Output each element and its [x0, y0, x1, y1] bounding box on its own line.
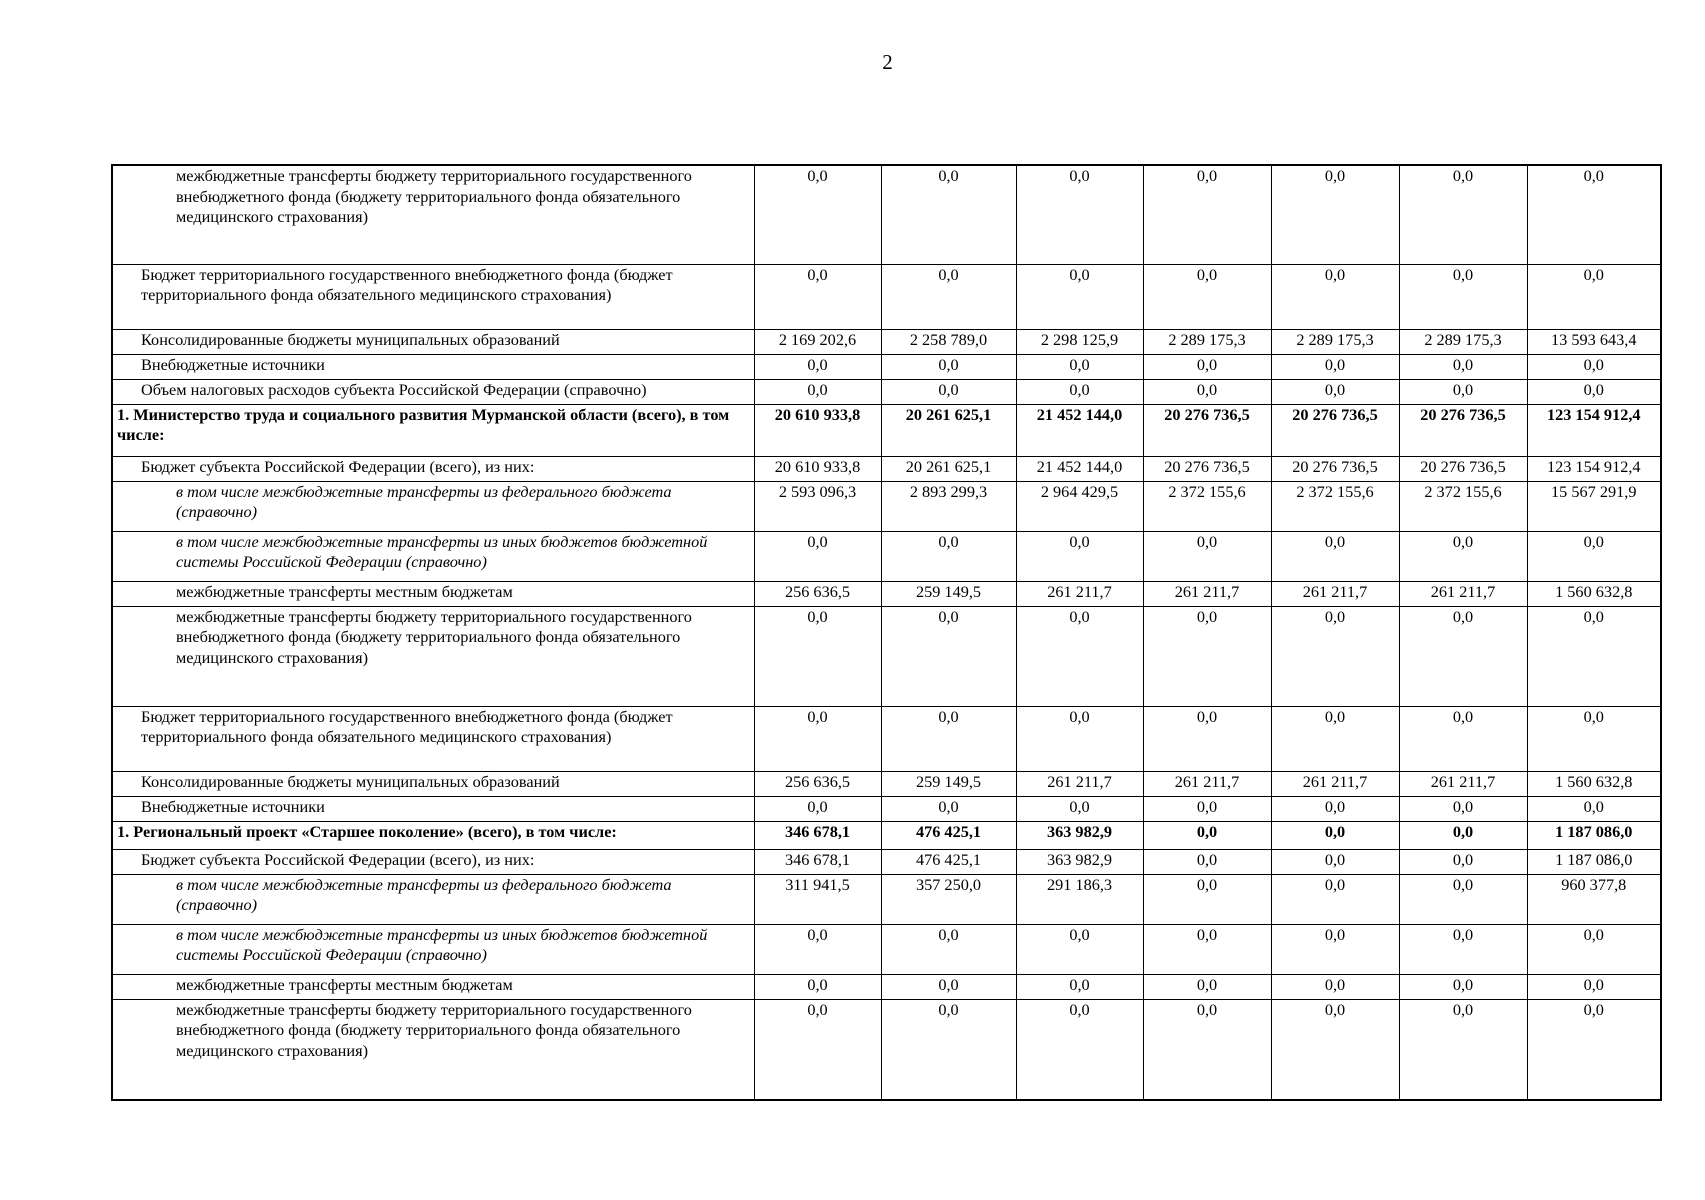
value-cell: 0,0	[1271, 796, 1399, 821]
value-cell: 0,0	[1271, 974, 1399, 999]
value-cell: 346 678,1	[754, 821, 881, 849]
value-cell: 0,0	[881, 606, 1016, 706]
value-cell: 357 250,0	[881, 874, 1016, 924]
value-cell: 0,0	[1143, 974, 1271, 999]
value-cell: 256 636,5	[754, 581, 881, 606]
value-cell: 0,0	[1399, 531, 1527, 581]
value-cell: 0,0	[754, 706, 881, 771]
value-cell: 2 893 299,3	[881, 481, 1016, 531]
value-cell: 0,0	[754, 379, 881, 404]
value-cell: 0,0	[1527, 706, 1661, 771]
value-cell: 2 289 175,3	[1399, 329, 1527, 354]
value-cell: 20 610 933,8	[754, 456, 881, 481]
row-label: межбюджетные трансферты местным бюджетам	[112, 974, 754, 999]
value-cell: 0,0	[1271, 706, 1399, 771]
value-cell: 0,0	[881, 531, 1016, 581]
value-cell: 0,0	[754, 531, 881, 581]
table-row	[112, 165, 1661, 264]
value-cell: 0,0	[1399, 924, 1527, 974]
table-row	[112, 771, 1661, 796]
value-cell: 0,0	[1527, 379, 1661, 404]
value-cell: 0,0	[1143, 849, 1271, 874]
value-cell: 0,0	[1143, 264, 1271, 329]
value-cell: 0,0	[1016, 924, 1143, 974]
value-cell: 2 372 155,6	[1143, 481, 1271, 531]
value-cell: 261 211,7	[1143, 581, 1271, 606]
page-number: 2	[882, 50, 893, 74]
row-label: 1. Региональный проект «Старшее поколение» (всего), в том числе:	[112, 821, 754, 849]
row-label: в том числе межбюджетные трансферты из иных бюджетов бюджетной системы Российской Федерации (справочно)	[112, 924, 754, 974]
value-cell: 0,0	[1271, 999, 1399, 1100]
value-cell: 0,0	[1271, 264, 1399, 329]
row-label: 1. Министерство труда и социального развития Мурманской области (всего), в том числе:	[112, 404, 754, 456]
value-cell: 15 567 291,9	[1527, 481, 1661, 531]
value-cell: 0,0	[1271, 379, 1399, 404]
row-label: Бюджет территориального государственного внебюджетного фонда (бюджет территориального фонда обязательного медицинского страхования)	[112, 264, 754, 329]
value-cell: 0,0	[1143, 924, 1271, 974]
value-cell: 0,0	[1271, 821, 1399, 849]
row-label: Внебюджетные источники	[112, 354, 754, 379]
value-cell: 0,0	[1271, 606, 1399, 706]
table-row	[112, 329, 1661, 354]
value-cell: 0,0	[881, 924, 1016, 974]
row-label: Бюджет субъекта Российской Федерации (всего), из них:	[112, 849, 754, 874]
value-cell: 0,0	[1143, 706, 1271, 771]
value-cell: 1 560 632,8	[1527, 771, 1661, 796]
value-cell: 0,0	[1527, 531, 1661, 581]
table-row	[112, 456, 1661, 481]
value-cell: 0,0	[1527, 606, 1661, 706]
value-cell: 0,0	[881, 999, 1016, 1100]
value-cell: 2 289 175,3	[1143, 329, 1271, 354]
value-cell: 0,0	[1399, 999, 1527, 1100]
value-cell: 20 261 625,1	[881, 404, 1016, 456]
value-cell: 20 276 736,5	[1399, 404, 1527, 456]
value-cell: 0,0	[1399, 606, 1527, 706]
value-cell: 0,0	[1143, 874, 1271, 924]
value-cell: 0,0	[881, 264, 1016, 329]
value-cell: 0,0	[754, 974, 881, 999]
value-cell: 0,0	[1143, 999, 1271, 1100]
value-cell: 0,0	[1016, 706, 1143, 771]
value-cell: 0,0	[1527, 264, 1661, 329]
value-cell: 0,0	[1016, 354, 1143, 379]
value-cell: 0,0	[754, 354, 881, 379]
value-cell: 0,0	[1527, 165, 1661, 264]
value-cell: 291 186,3	[1016, 874, 1143, 924]
value-cell: 0,0	[1399, 165, 1527, 264]
value-cell: 0,0	[881, 165, 1016, 264]
value-cell: 2 372 155,6	[1399, 481, 1527, 531]
value-cell: 0,0	[1399, 796, 1527, 821]
table-row	[112, 606, 1661, 706]
row-label: межбюджетные трансферты местным бюджетам	[112, 581, 754, 606]
value-cell: 960 377,8	[1527, 874, 1661, 924]
row-label: Консолидированные бюджеты муниципальных образований	[112, 771, 754, 796]
value-cell: 363 982,9	[1016, 849, 1143, 874]
value-cell: 0,0	[881, 796, 1016, 821]
value-cell: 0,0	[1016, 999, 1143, 1100]
value-cell: 261 211,7	[1271, 581, 1399, 606]
value-cell: 0,0	[1016, 379, 1143, 404]
value-cell: 1 187 086,0	[1527, 849, 1661, 874]
row-label: Внебюджетные источники	[112, 796, 754, 821]
row-label: Бюджет субъекта Российской Федерации (всего), из них:	[112, 456, 754, 481]
value-cell: 0,0	[1143, 796, 1271, 821]
table-row	[112, 706, 1661, 771]
value-cell: 259 149,5	[881, 771, 1016, 796]
value-cell: 0,0	[754, 924, 881, 974]
table-row	[112, 796, 1661, 821]
value-cell: 259 149,5	[881, 581, 1016, 606]
value-cell: 20 276 736,5	[1271, 456, 1399, 481]
table-row	[112, 849, 1661, 874]
value-cell: 2 169 202,6	[754, 329, 881, 354]
row-label: Объем налоговых расходов субъекта Российской Федерации (справочно)	[112, 379, 754, 404]
row-label: в том числе межбюджетные трансферты из федерального бюджета (справочно)	[112, 874, 754, 924]
value-cell: 0,0	[1399, 379, 1527, 404]
value-cell: 261 211,7	[1016, 581, 1143, 606]
value-cell: 0,0	[1271, 874, 1399, 924]
value-cell: 13 593 643,4	[1527, 329, 1661, 354]
value-cell: 476 425,1	[881, 849, 1016, 874]
value-cell: 0,0	[1143, 165, 1271, 264]
table-row	[112, 874, 1661, 924]
table-row	[112, 404, 1661, 456]
table-row	[112, 264, 1661, 329]
value-cell: 0,0	[1016, 606, 1143, 706]
value-cell: 20 276 736,5	[1143, 456, 1271, 481]
value-cell: 0,0	[1399, 821, 1527, 849]
value-cell: 2 372 155,6	[1271, 481, 1399, 531]
value-cell: 0,0	[1399, 264, 1527, 329]
value-cell: 0,0	[1271, 924, 1399, 974]
value-cell: 0,0	[1143, 354, 1271, 379]
value-cell: 2 298 125,9	[1016, 329, 1143, 354]
table-row	[112, 821, 1661, 849]
value-cell: 21 452 144,0	[1016, 456, 1143, 481]
value-cell: 0,0	[1527, 796, 1661, 821]
value-cell: 0,0	[754, 796, 881, 821]
table-row	[112, 531, 1661, 581]
value-cell: 2 593 096,3	[754, 481, 881, 531]
value-cell: 123 154 912,4	[1527, 404, 1661, 456]
row-label: Консолидированные бюджеты муниципальных образований	[112, 329, 754, 354]
value-cell: 0,0	[1527, 354, 1661, 379]
value-cell: 0,0	[1399, 974, 1527, 999]
table-row	[112, 924, 1661, 974]
value-cell: 0,0	[1016, 531, 1143, 581]
value-cell: 0,0	[1143, 821, 1271, 849]
value-cell: 0,0	[754, 606, 881, 706]
value-cell: 20 276 736,5	[1399, 456, 1527, 481]
value-cell: 20 276 736,5	[1143, 404, 1271, 456]
row-label: в том числе межбюджетные трансферты из иных бюджетов бюджетной системы Российской Федерации (справочно)	[112, 531, 754, 581]
value-cell: 0,0	[1143, 531, 1271, 581]
value-cell: 0,0	[1143, 379, 1271, 404]
value-cell: 0,0	[1527, 999, 1661, 1100]
value-cell: 2 289 175,3	[1271, 329, 1399, 354]
value-cell: 261 211,7	[1271, 771, 1399, 796]
value-cell: 21 452 144,0	[1016, 404, 1143, 456]
value-cell: 0,0	[1016, 264, 1143, 329]
row-label: межбюджетные трансферты бюджету территориального государственного внебюджетного фонда (бюджету территориального фонда обязательного медицинского страхования)	[112, 165, 754, 264]
value-cell: 0,0	[1527, 924, 1661, 974]
value-cell: 311 941,5	[754, 874, 881, 924]
value-cell: 1 187 086,0	[1527, 821, 1661, 849]
value-cell: 0,0	[1399, 874, 1527, 924]
value-cell: 0,0	[881, 354, 1016, 379]
row-label: межбюджетные трансферты бюджету территориального государственного внебюджетного фонда (бюджету территориального фонда обязательного медицинского страхования)	[112, 999, 754, 1100]
value-cell: 0,0	[1016, 165, 1143, 264]
value-cell: 261 211,7	[1143, 771, 1271, 796]
value-cell: 0,0	[1016, 974, 1143, 999]
value-cell: 2 964 429,5	[1016, 481, 1143, 531]
value-cell: 0,0	[1143, 606, 1271, 706]
table-row	[112, 379, 1661, 404]
table-row	[112, 354, 1661, 379]
value-cell: 20 276 736,5	[1271, 404, 1399, 456]
value-cell: 261 211,7	[1016, 771, 1143, 796]
value-cell: 0,0	[1527, 974, 1661, 999]
value-cell: 0,0	[881, 379, 1016, 404]
value-cell: 261 211,7	[1399, 771, 1527, 796]
value-cell: 20 261 625,1	[881, 456, 1016, 481]
value-cell: 0,0	[1271, 531, 1399, 581]
budget-table	[111, 164, 1662, 1101]
value-cell: 0,0	[1399, 849, 1527, 874]
value-cell: 0,0	[881, 706, 1016, 771]
value-cell: 0,0	[1399, 354, 1527, 379]
table-row	[112, 999, 1661, 1100]
value-cell: 0,0	[1399, 706, 1527, 771]
value-cell: 0,0	[754, 999, 881, 1100]
row-label: межбюджетные трансферты бюджету территориального государственного внебюджетного фонда (бюджету территориального фонда обязательного медицинского страхования)	[112, 606, 754, 706]
table-row	[112, 581, 1661, 606]
row-label: Бюджет территориального государственного внебюджетного фонда (бюджет территориального фонда обязательного медицинского страхования)	[112, 706, 754, 771]
value-cell: 1 560 632,8	[1527, 581, 1661, 606]
value-cell: 476 425,1	[881, 821, 1016, 849]
value-cell: 346 678,1	[754, 849, 881, 874]
value-cell: 0,0	[881, 974, 1016, 999]
row-label: в том числе межбюджетные трансферты из федерального бюджета (справочно)	[112, 481, 754, 531]
value-cell: 2 258 789,0	[881, 329, 1016, 354]
value-cell: 256 636,5	[754, 771, 881, 796]
table-row	[112, 974, 1661, 999]
table-row	[112, 481, 1661, 531]
value-cell: 0,0	[1271, 849, 1399, 874]
value-cell: 0,0	[754, 165, 881, 264]
value-cell: 0,0	[1271, 165, 1399, 264]
value-cell: 363 982,9	[1016, 821, 1143, 849]
value-cell: 20 610 933,8	[754, 404, 881, 456]
value-cell: 261 211,7	[1399, 581, 1527, 606]
value-cell: 0,0	[1271, 354, 1399, 379]
value-cell: 0,0	[1016, 796, 1143, 821]
value-cell: 123 154 912,4	[1527, 456, 1661, 481]
value-cell: 0,0	[754, 264, 881, 329]
